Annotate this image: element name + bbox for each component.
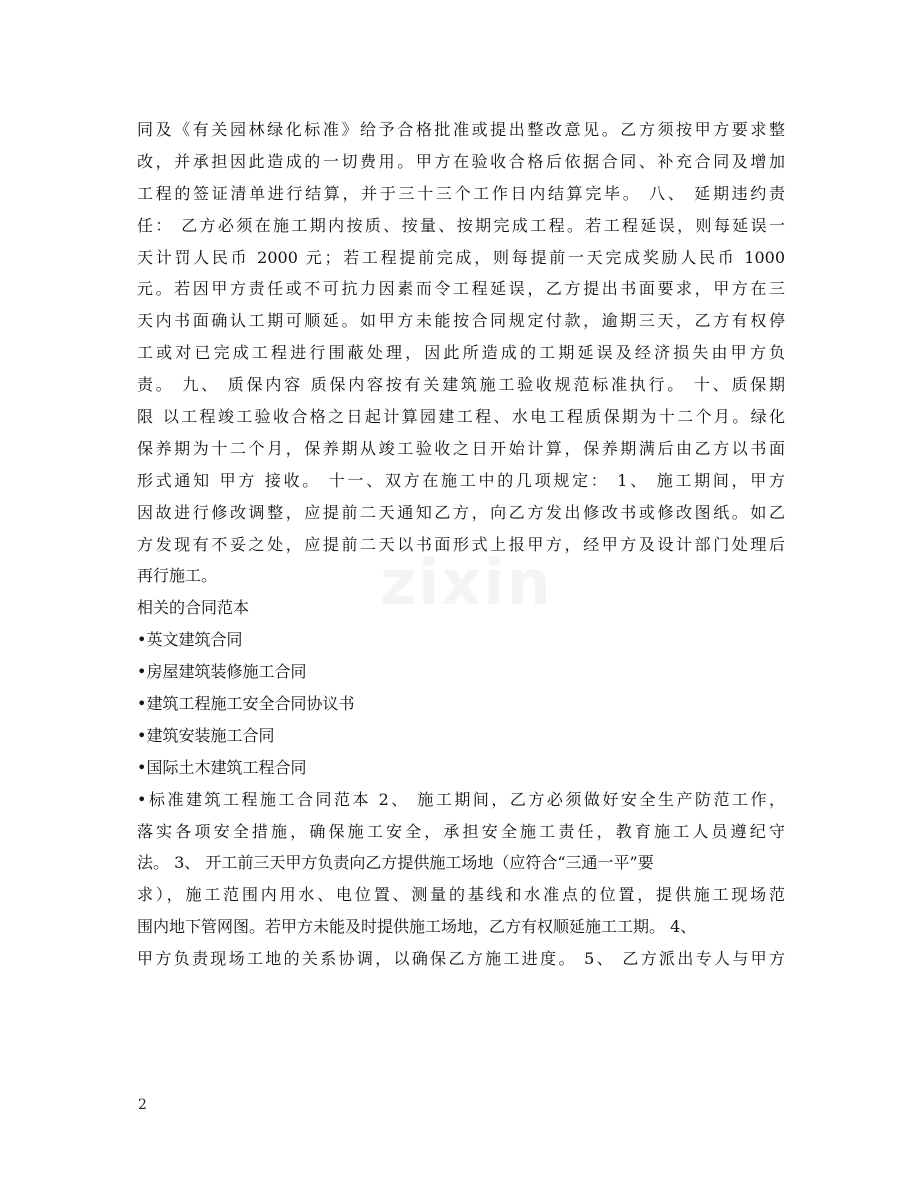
page-number: 2	[138, 1097, 147, 1113]
text-line: 甲方负责现场工地的关系协调，以确保乙方施工进度。 5、 乙方派出专人与甲方	[137, 949, 785, 969]
related-contract-link[interactable]: •标准建筑工程施工合同范本 2、 施工期间，乙方必须做好安全生产防范工作，	[137, 789, 785, 809]
text-line: 天内书面确认工期可顺延。如甲方未能按合同规定付款，逾期三天，乙方有权停	[137, 311, 785, 331]
text-line: 任： 乙方必须在施工期内按质、按量、按期完成工程。若工程延误，则每延误一	[137, 215, 785, 235]
text-line: 再行施工。	[137, 566, 218, 586]
related-contract-link[interactable]: •房屋建筑装修施工合同	[137, 662, 307, 682]
text-line: 求），施工范围内用水、电位置、测量的基线和水准点的位置，提供施工现场范	[137, 885, 785, 905]
text-line: 同及《有关园林绿化标准》给予合格批准或提出整改意见。乙方须按甲方要求整	[137, 120, 785, 139]
related-contract-link[interactable]: •国际土木建筑工程合同	[137, 757, 307, 777]
text-line: 限 以工程竣工验收合格之日起计算园建工程、水电工程质保期为十二个月。绿化	[137, 407, 785, 427]
text-line: 工程的签证清单进行结算，并于三十三个工作日内结算完毕。 八、 延期违约责	[137, 183, 785, 203]
text-line: 围内地下管网图。若甲方未能及时提供施工场地，乙方有权顺延施工工期。 4、	[137, 917, 697, 937]
text-line: 保养期为十二个月，保养期从竣工验收之日开始计算，保养期满后由乙方以书面	[137, 438, 785, 458]
related-contract-link[interactable]: •建筑安装施工合同	[137, 725, 275, 745]
document-body	[137, 114, 785, 975]
text-line: 责。 九、 质保内容 质保内容按有关建筑施工验收规范标准执行。 十、质保期	[137, 375, 785, 395]
text-line: 方发现有不妥之处，应提前二天以书面形式上报甲方，经甲方及设计部门处理后	[137, 534, 785, 554]
text-line: 形式通知 甲方 接收。 十一、双方在施工中的几项规定： 1、 施工期间，甲方	[137, 470, 785, 490]
text-line: 工或对已完成工程进行围蔽处理，因此所造成的工期延误及经济损失由甲方负	[137, 343, 785, 363]
related-contract-link[interactable]: •建筑工程施工安全合同协议书	[137, 694, 355, 714]
text-line: 法。 3、 开工前三天甲方负责向乙方提供施工场地（应符合“三通一平”要	[137, 853, 654, 873]
text-line: 天计罚人民币 2000 元；若工程提前完成，则每提前一天完成奖励人民币 1000	[137, 247, 785, 267]
text-line: 元。若因甲方责任或不可抗力因素而令工程延误，乙方提出书面要求，甲方在三	[137, 279, 785, 299]
text-line: 落实各项安全措施，确保施工安全，承担安全施工责任，教育施工人员遵纪守	[137, 821, 785, 841]
text-line: 因故进行修改调整，应提前二天通知乙方，向乙方发出修改书或修改图纸。如乙	[137, 502, 785, 522]
text-line: 改，并承担因此造成的一切费用。甲方在验收合格后依据合同、补充合同及增加	[137, 151, 785, 171]
related-contract-link[interactable]: •英文建筑合同	[137, 630, 243, 650]
related-contracts-heading: 相关的合同范本	[137, 598, 250, 618]
